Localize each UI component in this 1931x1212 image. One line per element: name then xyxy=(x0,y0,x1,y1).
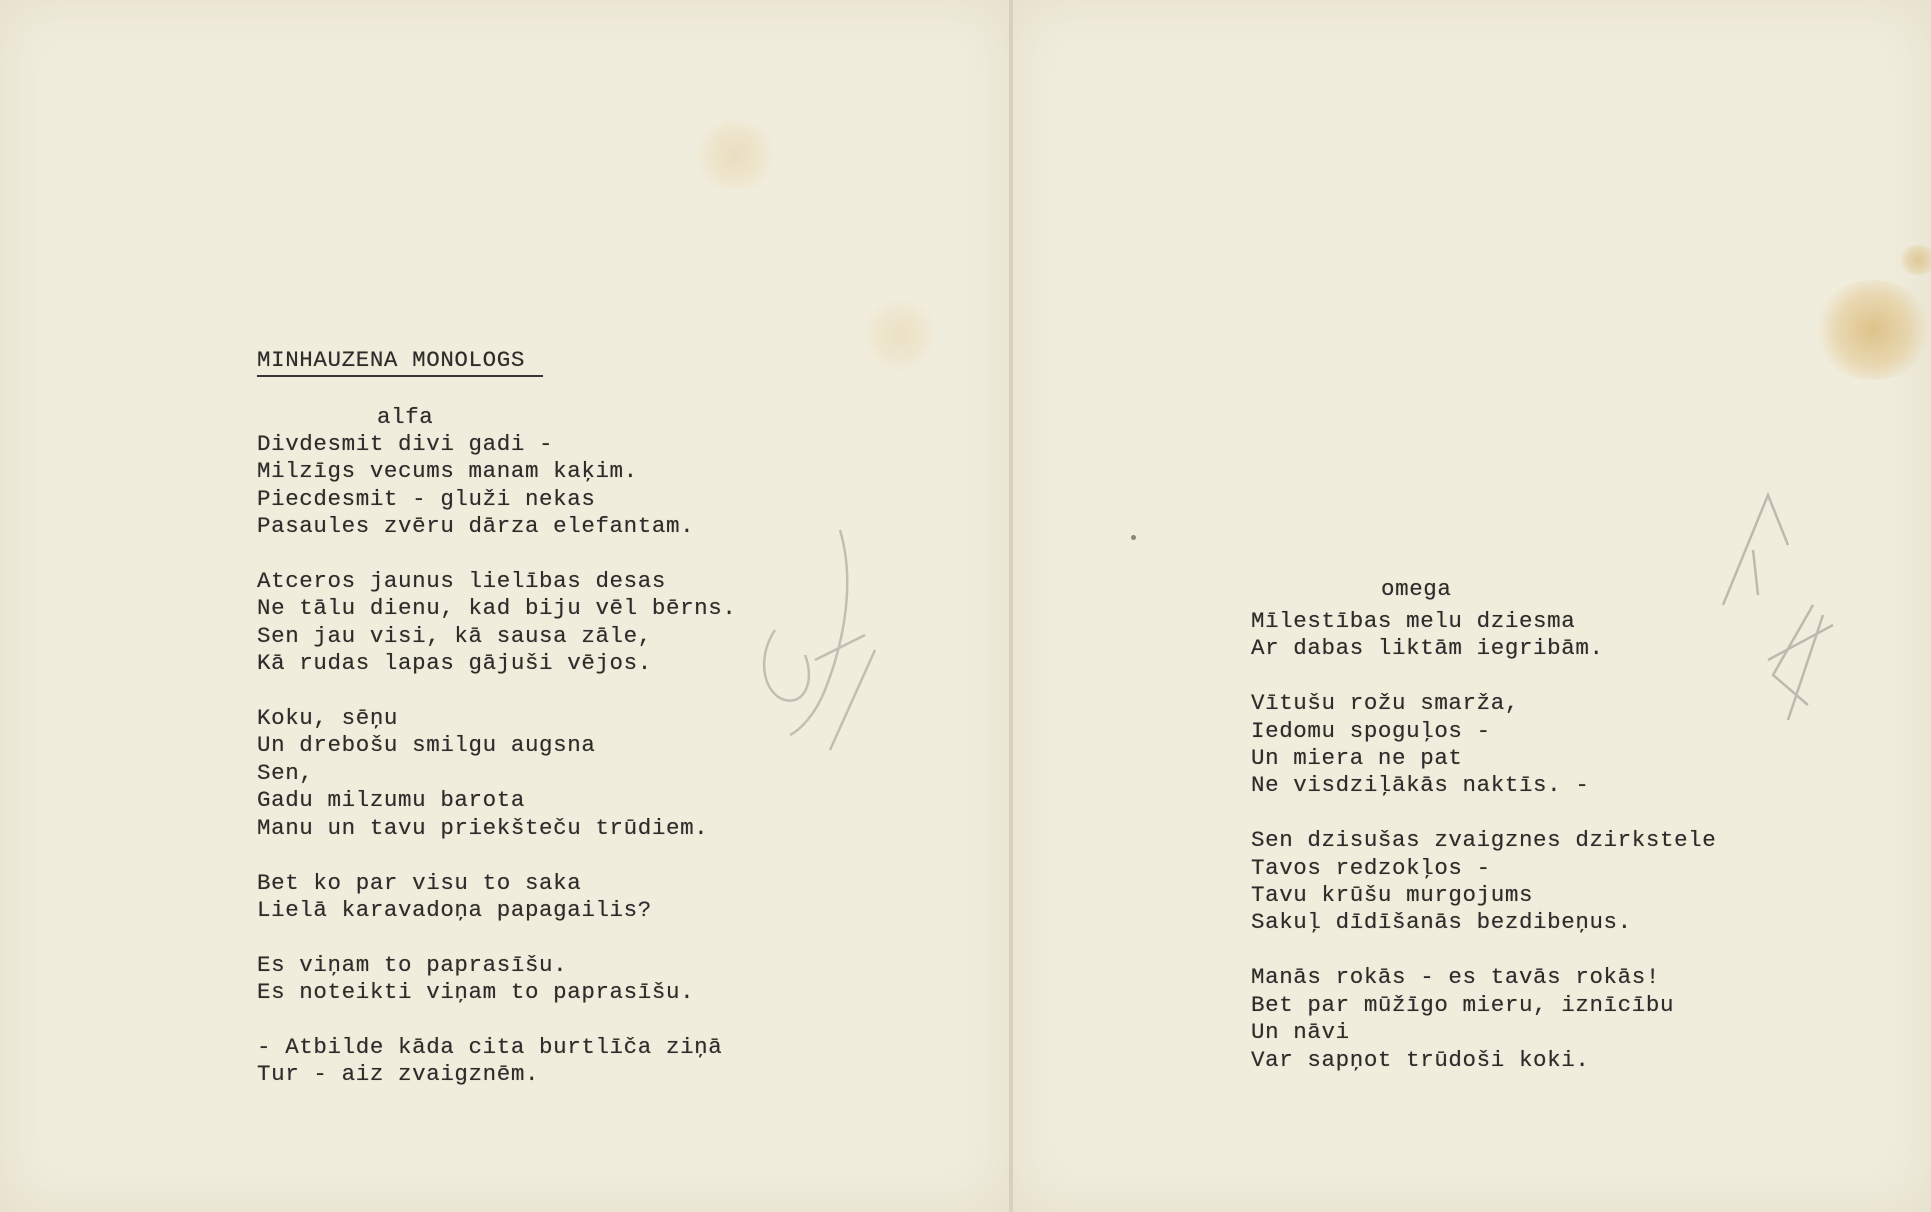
poem-text-left: Divdesmit divi gadi - Milzīgs vecums manam kaķim. Piecdesmit - gluži nekas Pasaules zvēru dārza elefantam. Atceros jaunus lielības desas Ne tālu dienu, kad biju vēl bērns. Sen jau visi, kā sausa zāle, Kā rudas lapas gājuši vējos. Koku, sēņu Un drebošu smilgu augsna Sen, Gadu milzumu barota Manu un tavu priekšteču trūdiem. Bet ko par visu to saka Lielā karavadoņa papagailis? Es viņam to paprasīšu. Es noteikti viņam to paprasīšu. - Atbilde kāda cita burtlīča ziņā Tur - aiz zvaigznēm. xyxy=(257,431,737,1088)
section-heading-omega: omega xyxy=(1381,576,1452,602)
section-heading-alfa: alfa xyxy=(377,404,434,430)
coffee-stain xyxy=(1813,280,1931,380)
faint-stain xyxy=(690,120,780,190)
poem-title: MINHAUZENA MONOLOGS xyxy=(257,347,525,373)
title-underline xyxy=(257,375,543,377)
pencil-mark-icon xyxy=(1713,475,1843,725)
poem-text-right: Mīlestības melu dziesma Ar dabas liktām iegribām. Vītušu rožu smarža, Iedomu spoguļos - Un miera ne pat Ne visdziļākās naktīs. - Sen dzisušas zvaigznes dzirkstele Tavos redzokļos - Tavu krūšu murgojums Sakuļ dīdīšanās bezdibeņus. Manās rokās - es tavās rokās! Bet par mūžīgo mieru, iznīcību Un nāvi Var sapņot trūdoši koki. xyxy=(1251,608,1717,1073)
faint-stain xyxy=(860,300,940,370)
coffee-stain xyxy=(1898,245,1931,275)
speck xyxy=(1131,535,1136,540)
pencil-mark-icon xyxy=(745,520,885,760)
